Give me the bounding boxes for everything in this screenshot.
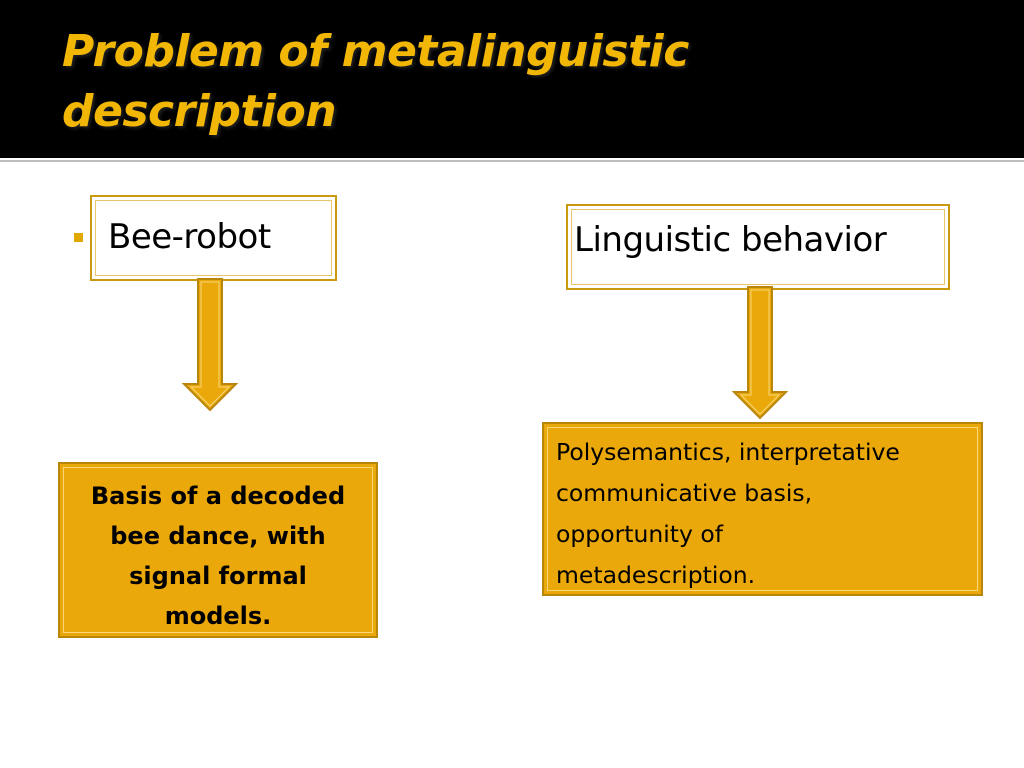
down-arrow-icon: [732, 286, 788, 420]
bee-robot-label: Bee-robot: [108, 217, 271, 257]
polysemantics-line: opportunity of: [556, 520, 724, 548]
basis-result-box: [58, 462, 378, 638]
title-line-2: description: [62, 86, 337, 137]
title-bar: [0, 0, 1024, 158]
polysemantics-line: communicative basis,: [556, 479, 813, 507]
polysemantics-result-box: [542, 422, 983, 596]
linguistic-behavior-label: Linguistic behavior: [574, 220, 887, 260]
title-divider: [0, 160, 1024, 162]
basis-line: Basis of a decoded: [90, 482, 346, 510]
linguistic-behavior-box: [566, 204, 950, 290]
polysemantics-line: metadescription.: [556, 561, 756, 589]
title-line-1: Problem of metalinguistic: [62, 26, 689, 77]
slide-title: [62, 22, 942, 142]
bee-robot-box: [90, 195, 337, 281]
bullet-icon: [74, 233, 83, 242]
basis-line: bee dance, with: [110, 522, 326, 550]
basis-line: signal formal: [129, 562, 307, 590]
polysemantics-line: Polysemantics, interpretative: [556, 438, 900, 466]
basis-line: models.: [164, 602, 272, 630]
down-arrow-icon: [182, 278, 238, 412]
